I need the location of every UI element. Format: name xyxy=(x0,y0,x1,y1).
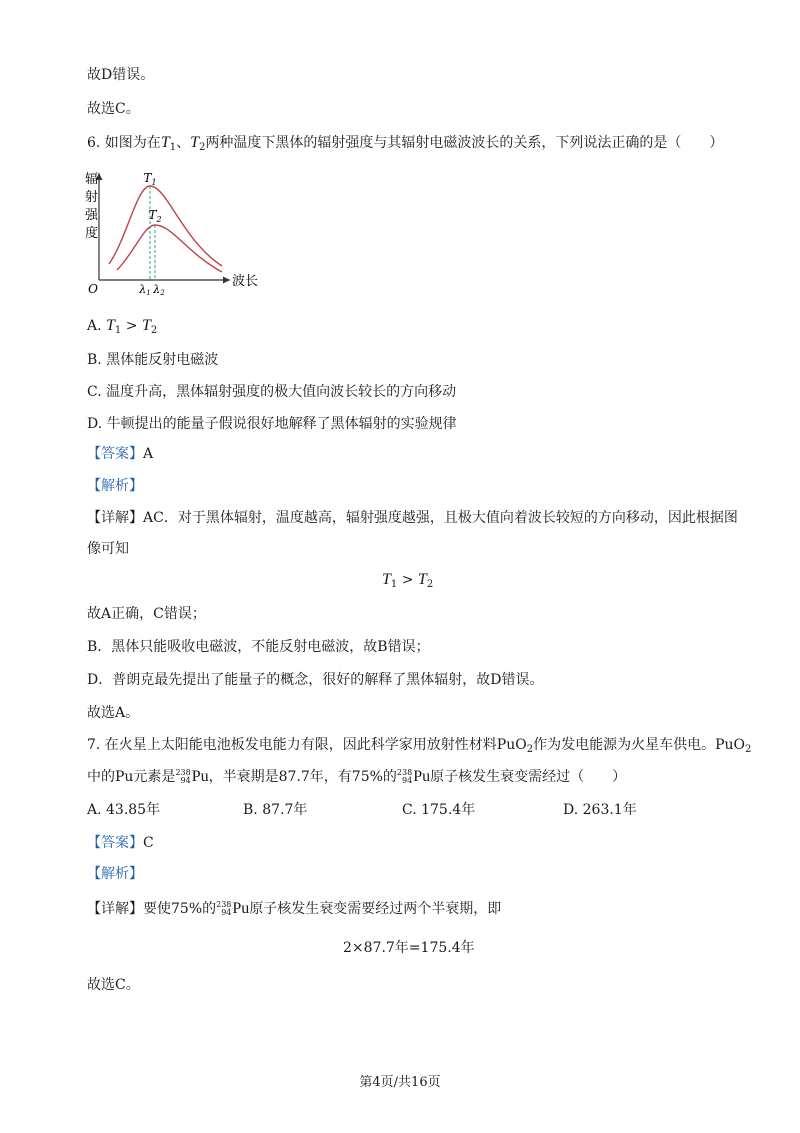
isotope-numbers: 238 94 xyxy=(396,768,413,785)
q6-choose: 故选A。 xyxy=(87,705,140,721)
q6-analysis-tag: 【解析】 xyxy=(87,478,143,494)
lambda2-label: λ2 xyxy=(153,283,165,297)
q6-answer: 【答案】A xyxy=(87,446,154,462)
blackbody-radiation-figure xyxy=(82,168,272,298)
y-axis-label-3: 强 xyxy=(85,208,99,223)
origin-label: O xyxy=(88,282,98,296)
isotope-numbers: 238 94 xyxy=(175,768,191,785)
lambda1-label: λ1 xyxy=(139,283,151,297)
curve-t1 xyxy=(109,186,222,266)
curve-t2 xyxy=(117,225,222,272)
q6-option-d: D. 牛顿提出的能量子假说很好地解释了黑体辐射的实验规律 xyxy=(87,416,457,432)
q6-option-c: C. 温度升高，黑体辐射强度的极大值向波长较长的方向移动 xyxy=(87,384,457,400)
q7-option-d: D. 263.1年 xyxy=(563,802,637,818)
q7-choose: 故选C。 xyxy=(87,977,140,993)
prev-conclusion: 故D错误。 xyxy=(87,67,155,83)
t2-curve-label: $T_2$ xyxy=(148,208,162,224)
y-axis-label-1: 辐 xyxy=(85,172,99,187)
y-axis-label-4: 度 xyxy=(85,226,99,241)
q6-option-b: B. 黑体能反射电磁波 xyxy=(87,352,219,368)
q6-detail-cont: 像可知 xyxy=(87,541,129,557)
prev-choose: 故选C。 xyxy=(87,101,140,117)
q6-conclusion-a: 故A正确，C错误； xyxy=(87,606,206,622)
q7-option-a: A. 43.85年 xyxy=(87,802,161,818)
isotope-numbers: 238 94 xyxy=(216,900,232,917)
x-axis-label: 波长 xyxy=(232,274,259,289)
q7-option-c: C. 175.4年 xyxy=(402,802,476,818)
y-axis-label-2: 射 xyxy=(85,190,99,205)
q6-option-a: A. $T_1 > T_2$ xyxy=(87,317,158,336)
q7-stem-line1: 7. 在火星上太阳能电池板发电能力有限，因此科学家用放射性材料PuO$_2$作为发电能源为火星车供电。PuO$_2$ xyxy=(87,737,752,755)
page-footer: 第4页/共16页 xyxy=(359,1075,441,1090)
t1-curve-label: $T_1$ xyxy=(143,171,157,187)
q7-option-b: B. 87.7年 xyxy=(243,802,308,818)
q7-answer: 【答案】C xyxy=(87,835,154,851)
q6-stem: 6. 如图为在$T_1$、$T_2$两种温度下黑体的辐射强度与其辐射电磁波波长的关系，下列说法正确的是（ ） xyxy=(87,134,724,153)
q6-formula: $T_1 > T_2$ xyxy=(382,571,434,590)
q7-detail: 【详解】要使75%的 238 94 Pu原子核发生衰变需要经过两个半衰期，即 xyxy=(87,900,502,917)
q7-analysis-tag: 【解析】 xyxy=(87,866,143,882)
q7-options xyxy=(87,800,727,820)
q6-explain-d: D．普朗克最先提出了能量子的概念，很好的解释了黑体辐射，故D错误。 xyxy=(87,672,544,688)
q7-stem-line2: 中的Pu元素是 238 94 Pu，半衰期是87.7年，有75%的 238 94 Pu原子核发生衰变需经过（ ） xyxy=(87,768,627,785)
q6-detail: 【详解】AC．对于黑体辐射，温度越高，辐射强度越强，且极大值向着波长较短的方向移动，因此根据图 xyxy=(87,510,738,526)
q7-formula: 2×87.7年=175.4年 xyxy=(343,940,475,956)
q6-explain-b: B．黑体只能吸收电磁波，不能反射电磁波，故B错误； xyxy=(87,639,430,655)
